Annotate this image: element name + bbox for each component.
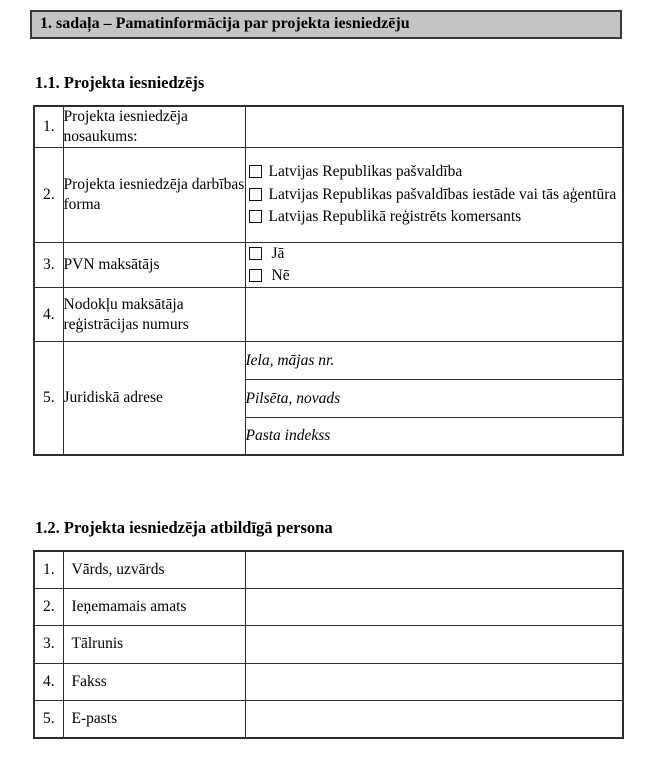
table-row bbox=[34, 106, 623, 148]
row-label-cell: E-pasts bbox=[63, 701, 245, 739]
contact-name-input-cell[interactable] bbox=[245, 551, 623, 589]
contact-email-input-cell[interactable] bbox=[245, 701, 623, 739]
checkbox-yes[interactable] bbox=[249, 247, 262, 260]
row-number-cell: 2. bbox=[34, 588, 63, 626]
contact-person-table bbox=[33, 550, 624, 740]
table-row bbox=[34, 663, 623, 701]
table-row bbox=[34, 626, 623, 664]
address-postcode-input-cell[interactable] bbox=[245, 418, 623, 455]
taxpayer-number-input-cell[interactable] bbox=[245, 288, 623, 342]
row-number-cell: 5. bbox=[34, 701, 63, 739]
row-label-cell: Nodokļu maksātāja reģistrācijas numurs bbox=[63, 288, 245, 342]
address-street-input-cell[interactable] bbox=[245, 342, 623, 380]
vat-payer-options-cell bbox=[245, 243, 623, 288]
subsection-heading-1-1 bbox=[35, 73, 645, 93]
table-row bbox=[34, 588, 623, 626]
table-row bbox=[34, 148, 623, 243]
row-number-cell: 3. bbox=[34, 243, 63, 288]
table-row bbox=[34, 551, 623, 589]
contact-phone-input-cell[interactable] bbox=[245, 626, 623, 664]
contact-fax-input-cell[interactable] bbox=[245, 663, 623, 701]
row-number-cell: 4. bbox=[34, 288, 63, 342]
table-row bbox=[34, 342, 623, 380]
table-row bbox=[34, 243, 623, 288]
checkbox-label: Latvijas Republikas pašvaldība bbox=[268, 163, 463, 181]
row-label-cell: Projekta iesniedzēja darbības forma bbox=[63, 148, 245, 243]
applicant-name-input-cell[interactable] bbox=[245, 106, 623, 148]
row-label-cell: Projekta iesniedzēja nosaukums: bbox=[63, 106, 245, 148]
checkbox-label: Latvijas Republikas pašvaldības iestāde vai tās aģentūra bbox=[268, 185, 617, 203]
row-number-cell: 1. bbox=[34, 106, 63, 148]
table-row bbox=[34, 288, 623, 342]
section-header-title: 1. sadaļa – Pamatinformācija par projekta iesniedzēju bbox=[40, 15, 410, 32]
row-label-cell: Vārds, uzvārds bbox=[63, 551, 245, 589]
operation-form-options-cell bbox=[245, 148, 623, 243]
address-city-input-cell[interactable] bbox=[245, 380, 623, 418]
checkbox-municipal-institution[interactable] bbox=[249, 188, 262, 201]
subsection-heading-1-1-text: 1.1. Projekta iesniedzējs bbox=[35, 73, 205, 92]
subsection-heading-1-2-text: 1.2. Projekta iesniedzēja atbildīgā persona bbox=[35, 517, 333, 537]
row-number-cell: 1. bbox=[34, 551, 63, 589]
row-number-cell: 5. bbox=[34, 342, 63, 455]
row-number-cell: 4. bbox=[34, 663, 63, 701]
address-postcode-label: Pasta indekss bbox=[245, 426, 331, 444]
checkbox-label: Latvijas Republikā reģistrēts komersants bbox=[268, 208, 522, 226]
checkbox-registered-merchant[interactable] bbox=[249, 210, 262, 223]
option-line bbox=[249, 243, 620, 265]
contact-position-input-cell[interactable] bbox=[245, 588, 623, 626]
table-row bbox=[34, 701, 623, 739]
row-label-cell: Fakss bbox=[63, 663, 245, 701]
address-street-label: Iela, mājas nr. bbox=[245, 351, 335, 369]
row-number-cell: 2. bbox=[34, 148, 63, 243]
row-label-cell: Tālrunis bbox=[63, 626, 245, 664]
address-city-label: Pilsēta, novads bbox=[245, 389, 341, 407]
option-line bbox=[249, 265, 620, 287]
option-line bbox=[249, 184, 620, 207]
checkbox-no[interactable] bbox=[249, 269, 262, 282]
row-number-cell: 3. bbox=[34, 626, 63, 664]
checkbox-label: Nē bbox=[271, 267, 290, 284]
option-line bbox=[249, 161, 620, 184]
row-label-cell: Ieņemamais amats bbox=[63, 588, 245, 626]
checkbox-label: Jā bbox=[271, 245, 285, 262]
row-label-cell: Juridiskā adrese bbox=[63, 342, 245, 455]
row-label-cell: PVN maksātājs bbox=[63, 243, 245, 288]
section-header-bar bbox=[30, 10, 622, 39]
checkbox-municipality[interactable] bbox=[249, 165, 262, 178]
applicant-table bbox=[33, 105, 624, 456]
subsection-heading-1-2 bbox=[35, 518, 645, 538]
option-line bbox=[249, 206, 620, 229]
